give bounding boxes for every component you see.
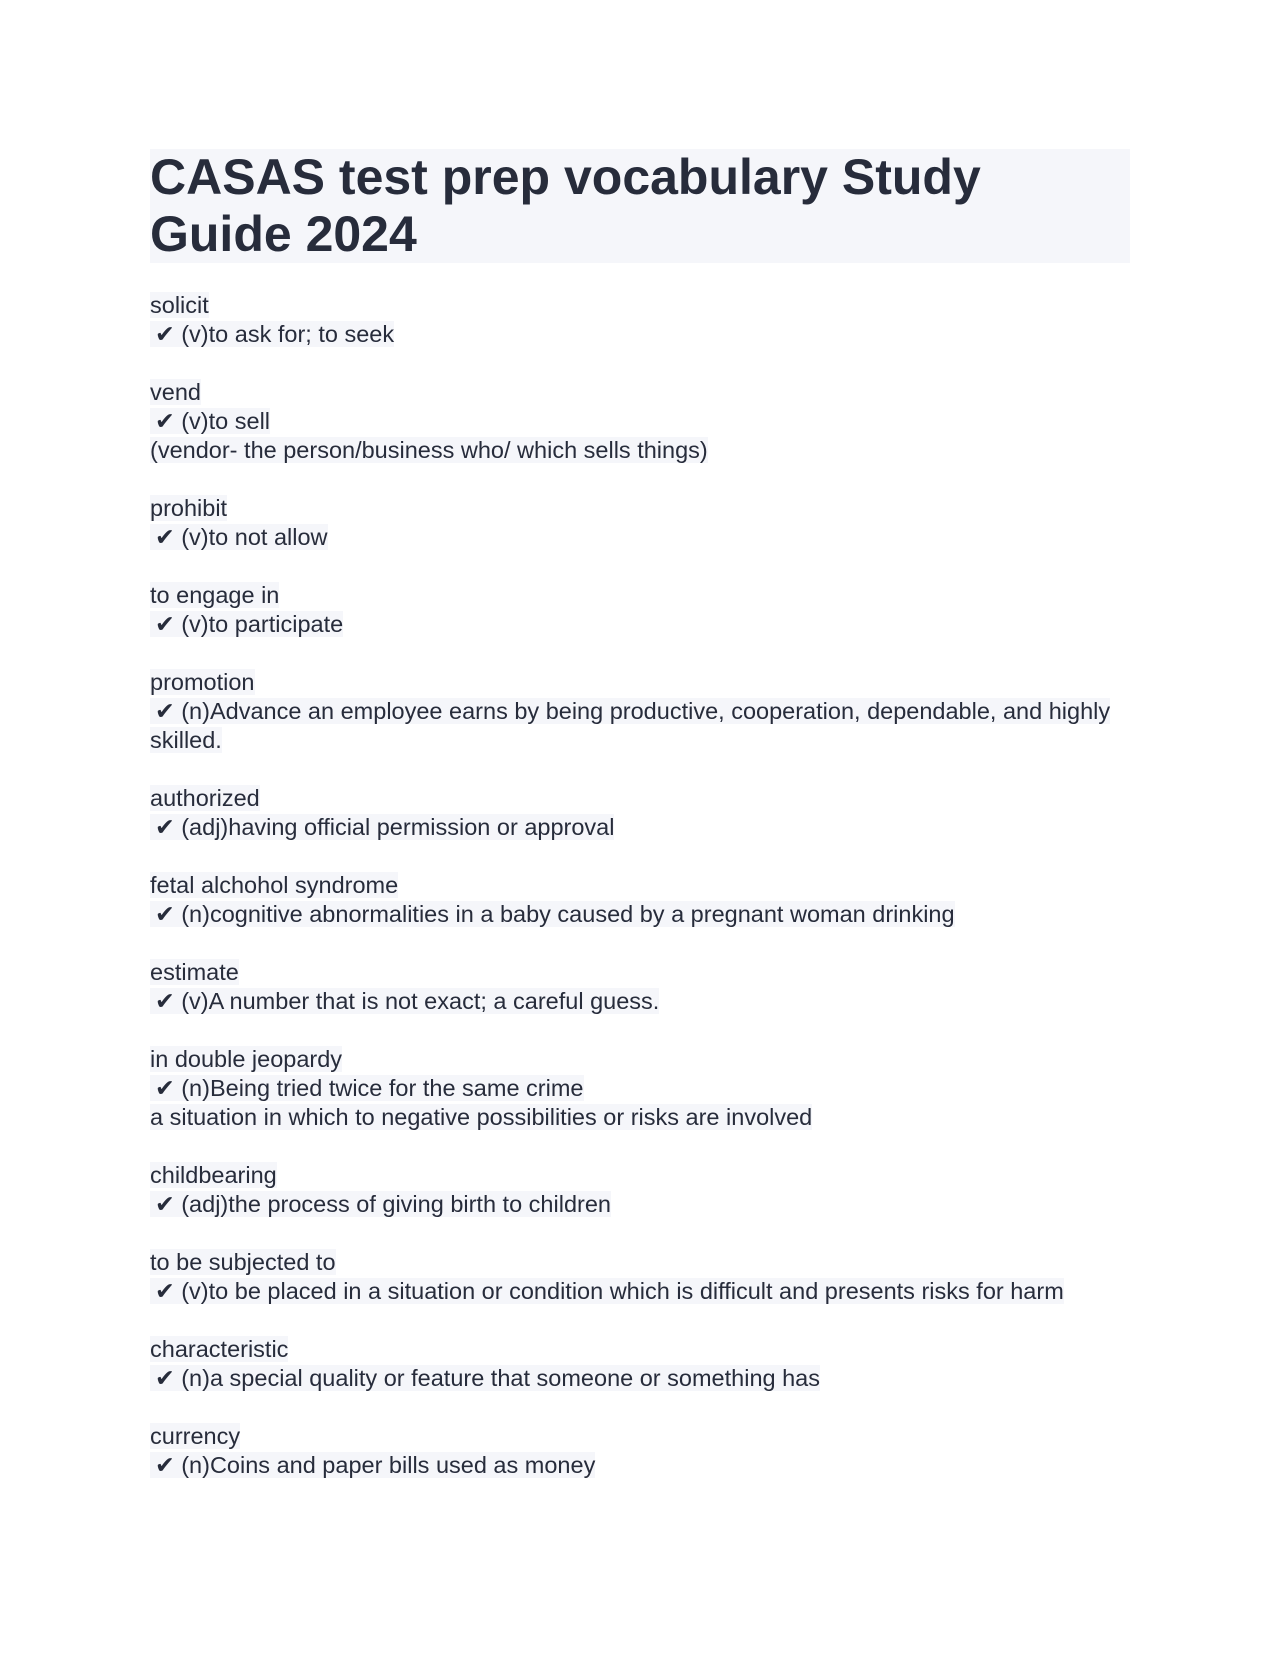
definition: (v)to not allow <box>181 524 328 550</box>
definition: (n)cognitive abnormalities in a baby caused by a pregnant woman drinking <box>181 901 955 927</box>
term: in double jeopardy <box>150 1046 343 1072</box>
definition: (v)A number that is not exact; a careful guess. <box>181 988 660 1014</box>
vocab-entry <box>150 958 1130 1016</box>
definition: (n)Coins and paper bills used as money <box>181 1452 596 1478</box>
definition-note: (vendor- the person/business who/ which sells things) <box>150 437 708 463</box>
term: to engage in <box>150 582 280 608</box>
term: prohibit <box>150 495 228 521</box>
check-mark-icon: ✔ <box>155 1365 175 1391</box>
check-mark-icon: ✔ <box>155 901 175 927</box>
vocab-entry <box>150 871 1130 929</box>
definition: (v)to ask for; to seek <box>181 321 395 347</box>
term: estimate <box>150 959 239 985</box>
vocab-entry <box>150 494 1130 552</box>
vocabulary-list <box>150 291 1130 1480</box>
check-mark-icon: ✔ <box>155 524 175 550</box>
definition: (n)Advance an employee earns by being productive, cooperation, dependable, and highly skilled. <box>150 698 1111 753</box>
check-mark-icon: ✔ <box>155 408 175 434</box>
vocab-entry <box>150 1422 1130 1480</box>
definition: (v)to be placed in a situation or condition which is difficult and presents risks for harm <box>181 1278 1064 1304</box>
check-mark-icon: ✔ <box>155 698 175 724</box>
vocab-entry <box>150 1045 1130 1132</box>
term: childbearing <box>150 1162 277 1188</box>
check-mark-icon: ✔ <box>155 1452 175 1478</box>
document-page <box>150 149 1130 1509</box>
definition: (n)Being tried twice for the same crime <box>181 1075 584 1101</box>
term: to be subjected to <box>150 1249 336 1275</box>
definition: (adj)the process of giving birth to children <box>181 1191 611 1217</box>
check-mark-icon: ✔ <box>155 1191 175 1217</box>
term: currency <box>150 1423 241 1449</box>
term: characteristic <box>150 1336 289 1362</box>
definition-note: a situation in which to negative possibilities or risks are involved <box>150 1104 813 1130</box>
definition: (v)to participate <box>181 611 344 637</box>
vocab-entry <box>150 291 1130 349</box>
check-mark-icon: ✔ <box>155 1278 175 1304</box>
term: authorized <box>150 785 260 811</box>
term: solicit <box>150 292 209 318</box>
vocab-entry <box>150 668 1130 755</box>
check-mark-icon: ✔ <box>155 321 175 347</box>
vocab-entry <box>150 1248 1130 1306</box>
vocab-entry <box>150 378 1130 465</box>
definition: (v)to sell <box>181 408 271 434</box>
vocab-entry <box>150 1335 1130 1393</box>
check-mark-icon: ✔ <box>155 1075 175 1101</box>
term: fetal alchohol syndrome <box>150 872 399 898</box>
page-title: CASAS test prep vocabulary Study Guide 2024 <box>150 149 1130 263</box>
definition: (n)a special quality or feature that someone or something has <box>181 1365 821 1391</box>
vocab-entry <box>150 581 1130 639</box>
definition: (adj)having official permission or approval <box>181 814 615 840</box>
vocab-entry <box>150 1161 1130 1219</box>
check-mark-icon: ✔ <box>155 988 175 1014</box>
term: promotion <box>150 669 255 695</box>
term: vend <box>150 379 201 405</box>
check-mark-icon: ✔ <box>155 814 175 840</box>
check-mark-icon: ✔ <box>155 611 175 637</box>
vocab-entry <box>150 784 1130 842</box>
